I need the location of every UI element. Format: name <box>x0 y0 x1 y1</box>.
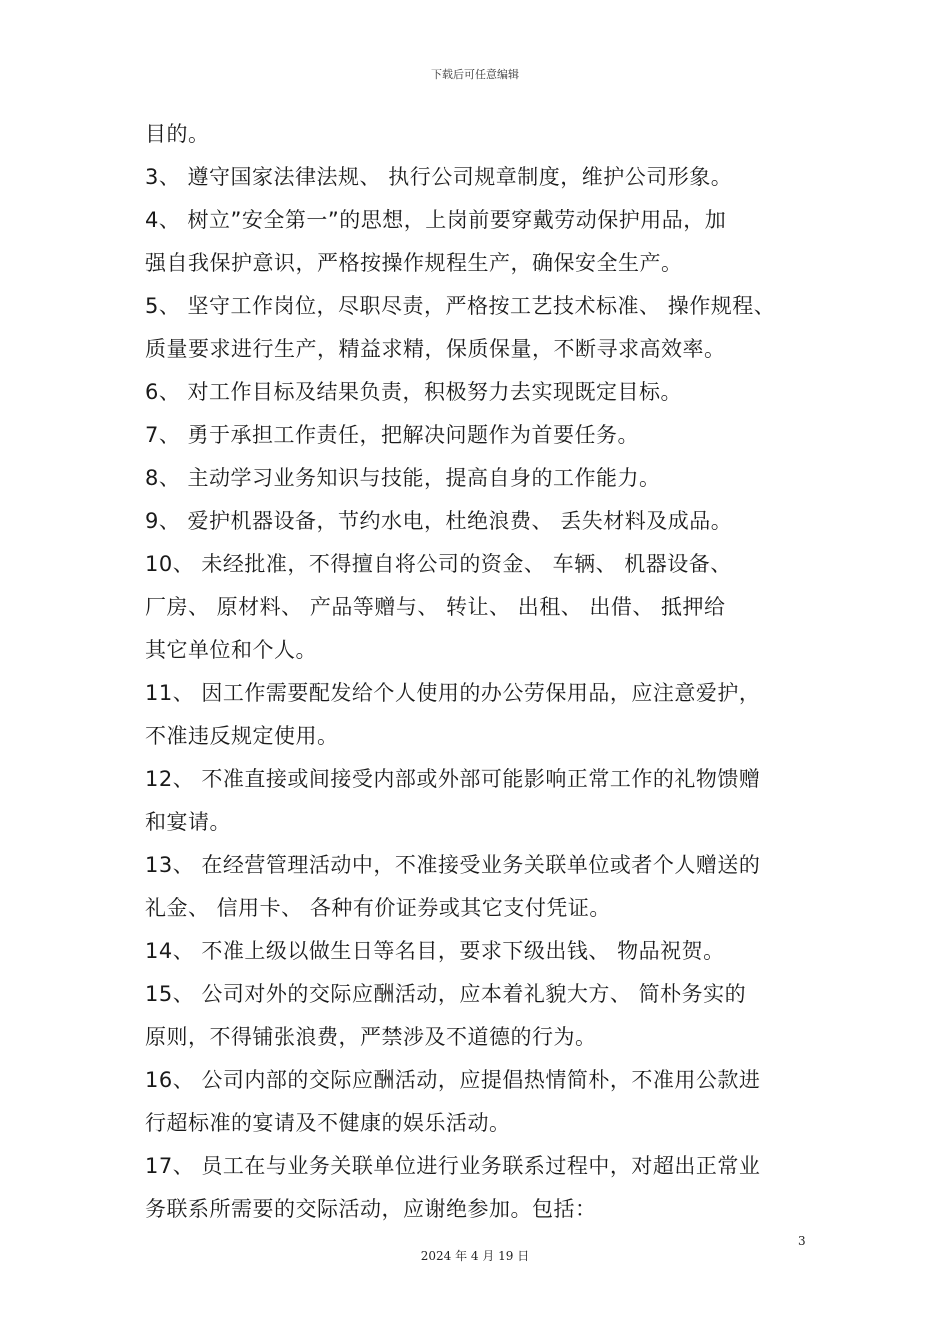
text-line: 17、 员工在与业务关联单位进行业务联系过程中，对超出正常业 <box>145 1154 761 1178</box>
text-line: 厂房、 原材料、 产品等赠与、 转让、 出租、 出借、 抵押给 <box>145 595 726 619</box>
text-line: 务联系所需要的交际活动，应谢绝参加。包括： <box>145 1197 597 1221</box>
text-line: 15、 公司对外的交际应酬活动，应本着礼貌大方、 简朴务实的 <box>145 982 747 1006</box>
text-line: 11、 因工作需要配发给个人使用的办公劳保用品，应注意爱护， <box>145 681 761 705</box>
page-footer-date: 2024 年 4 月 19 日 <box>420 1249 530 1263</box>
text-line: 目的。 <box>145 122 210 146</box>
text-line: 质量要求进行生产，精益求精，保质保量，不断寻求高效率。 <box>145 337 726 361</box>
text-line: 和宴请。 <box>145 810 231 834</box>
page-number: 3 <box>798 1234 806 1248</box>
text-line: 5、 坚守工作岗位，尽职尽责，严格按工艺技术标准、 操作规程、 <box>145 294 776 318</box>
text-line: 强自我保护意识，严格按操作规程生产，确保安全生产。 <box>145 251 683 275</box>
text-line: 不准违反规定使用。 <box>145 724 339 748</box>
text-line: 16、 公司内部的交际应酬活动，应提倡热情简朴，不准用公款进 <box>145 1068 761 1092</box>
page-header: 下载后可任意编辑 <box>431 68 519 81</box>
text-line: 14、 不准上级以做生日等名目，要求下级出钱、 物品祝贺。 <box>145 939 725 963</box>
text-line: 9、 爱护机器设备，节约水电，杜绝浪费、 丢失材料及成品。 <box>145 509 733 533</box>
text-line: 7、 勇于承担工作责任，把解决问题作为首要任务。 <box>145 423 640 447</box>
text-line: 礼金、 信用卡、 各种有价证券或其它支付凭证。 <box>145 896 611 920</box>
text-line: 12、 不准直接或间接受内部或外部可能影响正常工作的礼物馈赠 <box>145 767 761 791</box>
text-line: 4、 树立”安全第一”的思想，上岗前要穿戴劳动保护用品，加 <box>145 208 727 232</box>
text-line: 3、 遵守国家法律法规、 执行公司规章制度，维护公司形象。 <box>145 165 733 189</box>
text-line: 10、 未经批准，不得擅自将公司的资金、 车辆、 机器设备、 <box>145 552 732 576</box>
document-body <box>145 113 820 1231</box>
text-line: 13、 在经营管理活动中，不准接受业务关联单位或者个人赠送的 <box>145 853 761 877</box>
text-line: 行超标准的宴请及不健康的娱乐活动。 <box>145 1111 511 1135</box>
text-line: 6、 对工作目标及结果负责，积极努力去实现既定目标。 <box>145 380 683 404</box>
text-line: 8、 主动学习业务知识与技能，提高自身的工作能力。 <box>145 466 661 490</box>
text-line: 其它单位和个人。 <box>145 638 317 662</box>
text-line: 原则，不得铺张浪费，严禁涉及不道德的行为。 <box>145 1025 597 1049</box>
